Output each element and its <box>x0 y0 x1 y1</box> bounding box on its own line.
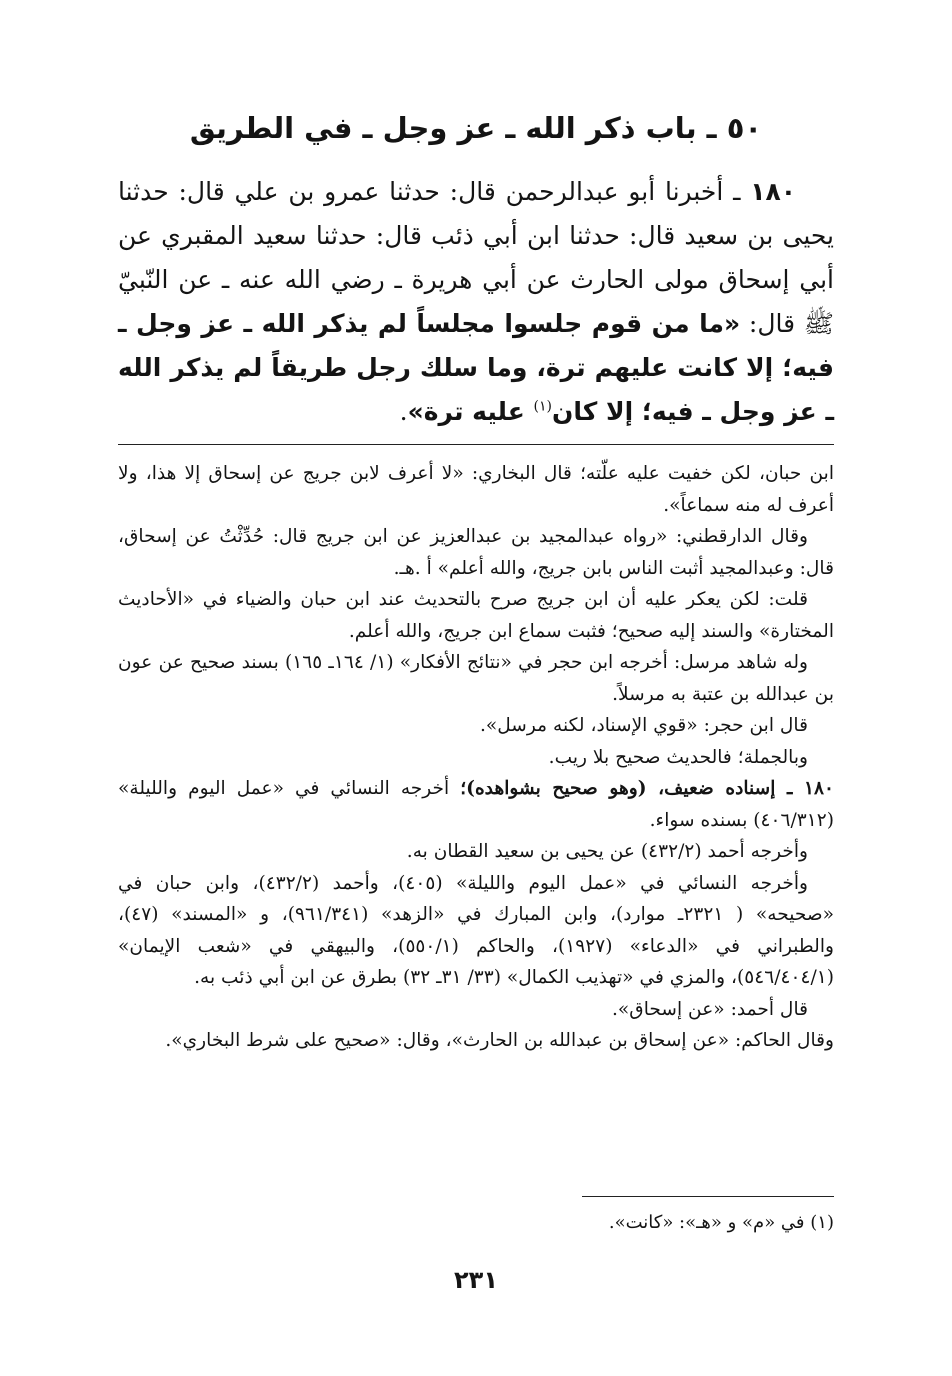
note-paragraph: ابن حبان، لكن خفيت عليه علّته؛ قال البخاري: «لا أعرف لابن جريج عن إسحاق إلا هذا، ولا أعرف له منه سماعاً». <box>118 463 834 516</box>
footnote: (١) في «م» و «هـ»: «كانت». <box>608 1212 834 1233</box>
hadith-paragraph <box>118 170 834 434</box>
hadith-matn-part2: عليه ترة» <box>407 397 534 426</box>
note-paragraph: وبالجملة؛ فالحديث صحيح بلا ريب. <box>548 746 808 768</box>
hadith-isnad: ـ أخبرنا أبو عبدالرحمن قال: حدثنا عمرو بن علي قال: حدثنا يحيى بن سعيد قال: حدثنا ابن أبي ذئب قال: حدثنا سعيد المقبري عن أبي إسحاق مولى الحارث عن أبي هريرة ـ رضي الله عنه ـ عن النّبيّ ﷺ قال: <box>118 177 835 338</box>
note-paragraph: قال أحمد: «عن إسحاق». <box>612 998 808 1020</box>
commentary <box>118 458 834 1057</box>
note-paragraph: وقال الدارقطني: «رواه عبدالمجيد بن عبدالعزيز عن ابن جريج قال: حُدِّثْتُ عن إسحاق، قال: وعبدالمجيد أثبت الناس بابن جريج، والله أعلم» أ .هـ. <box>118 526 834 579</box>
chapter-title: ٥٠ ـ باب ذكر الله ـ عز وجل ـ في الطريق <box>189 111 763 145</box>
grading-paragraph <box>118 773 834 836</box>
hadith-text <box>118 170 834 434</box>
note-paragraph: وأخرجه أحمد (٤٣٢/٢) عن يحيى بن سعيد القطان به. <box>406 841 808 862</box>
hadith-matn-part1: «ما من قوم جلسوا مجلساً لم يذكر الله ـ عز وجل ـ فيه؛ إلا كانت عليهم ترة، وما سلك رجل طريقاً لم يذكر الله ـ عز وجل ـ فيه؛ إلا كان <box>118 309 834 426</box>
note-paragraph: قال ابن حجر: «قوي الإسناد، لكنه مرسل». <box>479 715 808 736</box>
note-paragraph: وله شاهد مرسل: أخرجه ابن حجر في «نتائج الأفكار» (١/ ١٦٤ـ ١٦٥) بسند صحيح عن عون بن عبدالله بن عتبة به مرسلاً. <box>118 652 834 705</box>
separator-rule <box>118 444 834 445</box>
note-paragraph: وأخرجه النسائي في «عمل اليوم والليلة» (٤٠٥)، وأحمد (٤٣٢/٢)، وابن حبان في «صحيحه» ( ٢٣٢١ـ موارد)، وابن المبارك في «الزهد» (٩٦١/٣٤١)، و «المسند» (٤٧)، والطبراني في «الدعاء» (١٩٢٧)، والحاكم (٥٥٠/١)، والبيهقي في «شعب الإيمان» (٥٤٦/٤٠٤/١)، والمزي في «تهذيب الكمال» (٣٣/ ٣١ـ ٣٢) بطرق عن ابن أبي ذئب به. <box>118 872 835 988</box>
hadith-number: ١٨٠ <box>750 177 796 206</box>
note-paragraph: قلت: لكن يعكر عليه أن ابن جريج صرح بالتحديث عند ابن حبان والضياء في «الأحاديث المختارة» والسند إليه صحيح؛ فثبت سماع ابن جريج، والله أعلم. <box>118 589 834 642</box>
footnote-ref: (١) <box>533 398 552 415</box>
grading-verdict: ـ إسناده ضعيف، (وهو صحيح بشواهده)؛ <box>460 778 805 799</box>
grading-number: ١٨٠ <box>804 778 834 799</box>
note-paragraph: وقال الحاكم: «عن إسحاق بن عبدالله بن الحارث»، وقال: «صحيح على شرط البخاري». <box>165 1030 834 1051</box>
grading-source: أخرجه النسائي في «عمل اليوم والليلة» (٤٠٦/٣١٢) بسنده سواء. <box>118 778 834 831</box>
hadith-end: . <box>399 397 408 426</box>
page-number: ٢٣١ <box>454 1266 498 1294</box>
footnote-rule <box>582 1196 834 1197</box>
